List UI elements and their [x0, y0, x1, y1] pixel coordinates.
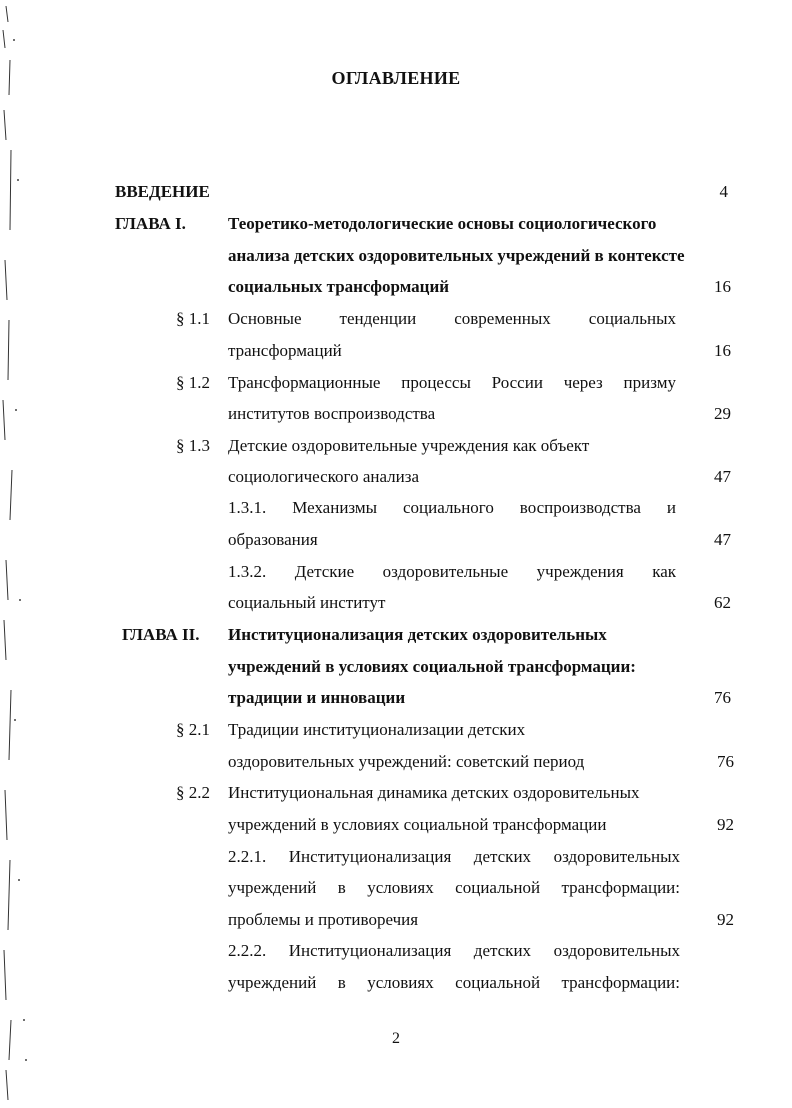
toc-s13-line: социологического анализа	[228, 467, 420, 486]
toc-s132-line: 1.3.2. Детские оздоровительные учреждения как	[228, 562, 676, 581]
toc-s131-line: образования	[228, 530, 318, 549]
toc-s222-line: учреждений в условиях социальной трансформации:	[228, 973, 680, 992]
toc-ch2-label: ГЛАВА II.	[122, 625, 200, 644]
scan-edge-marks	[0, 0, 30, 1108]
toc-s12-line: институтов воспроизводства	[228, 404, 436, 423]
toc-ch2-title-line: Институционализация детских оздоровительных	[228, 625, 607, 644]
toc-s13-label: § 1.3	[176, 436, 210, 455]
toc-s11-page: 16	[714, 341, 731, 360]
toc-s21-label: § 2.1	[176, 720, 210, 739]
toc-s21-page: 76	[717, 752, 734, 771]
toc-s13-page: 47	[714, 467, 731, 486]
toc-s12-page: 29	[714, 404, 731, 423]
toc-s11-line: Основные тенденции современных социальных	[228, 309, 676, 328]
toc-s131-line: 1.3.1. Механизмы социального воспроизводства и	[228, 498, 676, 517]
toc-s221-line: учреждений в условиях социальной трансформации:	[228, 878, 680, 897]
toc-title: ОГЛАВЛЕНИЕ	[331, 68, 461, 88]
toc-s11-line: трансформаций	[228, 341, 342, 360]
toc-s221-line: 2.2.1. Институционализация детских оздоровительных	[228, 847, 680, 866]
toc-ch2-title-line: учреждений в условиях социальной трансформации:	[228, 657, 636, 676]
toc-ch2-title-line: традиции и инновации	[228, 688, 406, 707]
toc-s132-line: социальный институт	[228, 593, 386, 612]
toc-s12-label: § 1.2	[176, 373, 210, 392]
toc-s22-label: § 2.2	[176, 783, 210, 802]
toc-ch1-label: ГЛАВА I.	[115, 214, 186, 233]
toc-ch1-title-line: Теоретико-методологические основы социологического	[228, 214, 657, 233]
toc-s11-label: § 1.1	[176, 309, 210, 328]
toc-s221-page: 92	[717, 910, 734, 929]
toc-s13-line: Детские оздоровительные учреждения как объект	[228, 436, 590, 455]
toc-intro-page: 4	[719, 182, 728, 201]
toc-s22-line: Институциональная динамика детских оздоровительных	[228, 783, 640, 802]
toc-s22-line: учреждений в условиях социальной трансформации	[228, 815, 607, 834]
toc-s21-line: оздоровительных учреждений: советский период	[228, 752, 585, 771]
toc-s131-page: 47	[714, 530, 731, 549]
toc-intro-label: ВВЕДЕНИЕ	[115, 182, 210, 201]
toc-s22-page: 92	[717, 815, 734, 834]
toc-s12-line: Трансформационные процессы России через призму	[228, 373, 676, 392]
toc-s221-line: проблемы и противоречия	[228, 910, 419, 929]
toc-ch2-page: 76	[714, 688, 731, 707]
toc-ch1-page: 16	[714, 277, 731, 296]
toc-s21-line: Традиции институционализации детских	[228, 720, 526, 739]
toc-s132-page: 62	[714, 593, 731, 612]
toc-ch1-title-line: анализа детских оздоровительных учреждений в контексте	[228, 246, 685, 265]
toc-ch1-title-line: социальных трансформаций	[228, 277, 450, 296]
page-number: 2	[392, 1030, 400, 1047]
toc-s222-line: 2.2.2. Институционализация детских оздоровительных	[228, 941, 680, 960]
